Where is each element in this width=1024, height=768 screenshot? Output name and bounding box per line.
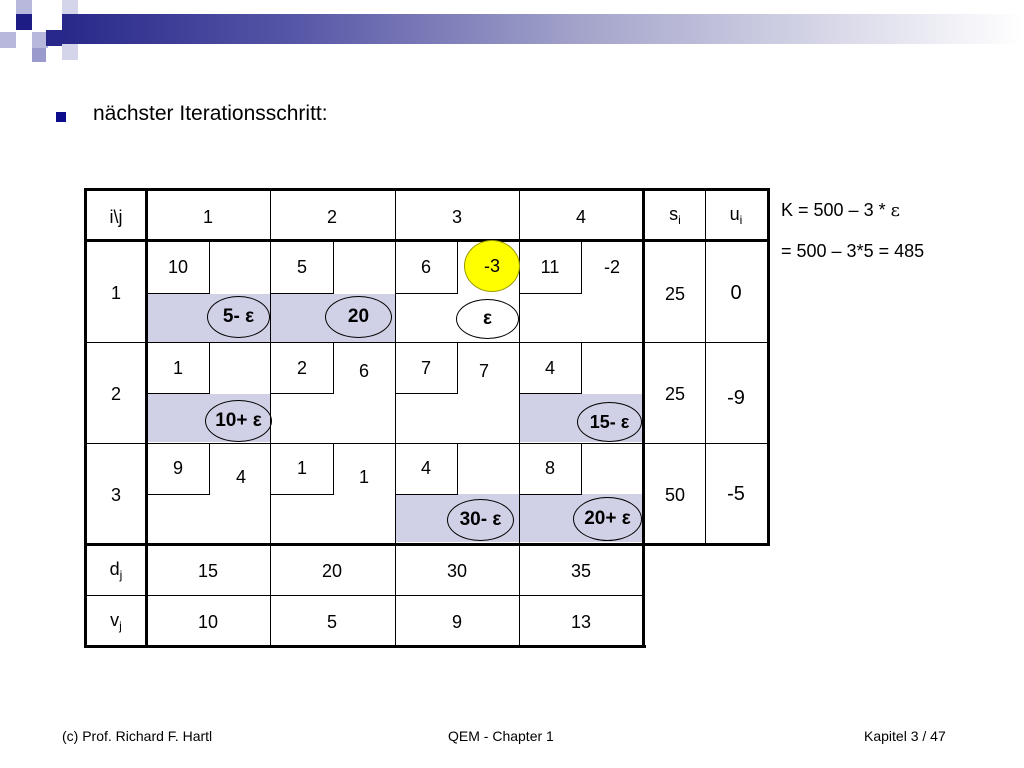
cost-box-line [209, 241, 210, 293]
allocation-r2-c4-text: 15- ε [589, 411, 630, 432]
cost-box-line [209, 343, 210, 393]
cost-box-line [457, 241, 458, 293]
cost-box-line [146, 393, 210, 394]
table-border [84, 188, 770, 191]
cost-r1-c4: 11 [540, 257, 560, 277]
table-line [86, 595, 644, 596]
cost-calculation: = 500 – 3*5 = 485 [781, 241, 925, 261]
v-c4: 13 [570, 612, 592, 632]
cost-box-line [333, 343, 334, 393]
row-label-1: 1 [110, 283, 122, 303]
cost-formula-text: K = 500 – 3 * [781, 200, 891, 220]
header-col-3: 3 [451, 207, 463, 227]
header-u-sub: i [739, 213, 743, 227]
demand-label-text: d [109, 559, 120, 579]
allocation-r1-c3-text: ε [482, 308, 493, 329]
epsilon-symbol: ε [890, 200, 900, 221]
header-col-1: 1 [202, 207, 214, 227]
row-label-3: 3 [110, 485, 122, 505]
reduced-r3-c1: 4 [235, 467, 247, 487]
cost-r1-c1: 10 [167, 257, 189, 277]
v-label-sub: j [119, 619, 122, 633]
cost-box-line [270, 494, 334, 495]
cost-box-line [270, 393, 334, 394]
footer-author: (c) Prof. Richard F. Hartl [62, 728, 213, 744]
u-r3: -5 [727, 483, 745, 505]
cost-box-line [457, 343, 458, 393]
footer-chapter: QEM - Chapter 1 [448, 728, 554, 744]
cost-box-line [519, 293, 582, 294]
footer-page-number: Kapitel 3 / 47 [864, 728, 946, 744]
allocation-r2-c4 [577, 402, 642, 442]
allocation-r3-c4-text: 20+ ε [584, 508, 631, 529]
table-line [395, 190, 396, 646]
allocation-r3-c4 [573, 497, 642, 541]
allocation-r3-c3 [447, 499, 514, 541]
cost-box-line [395, 293, 458, 294]
cost-box-line [146, 494, 210, 495]
cost-box-line [333, 444, 334, 494]
v-label [110, 609, 122, 637]
allocation-r2-c1 [205, 400, 272, 442]
demand-c4: 35 [570, 561, 592, 581]
header-supply [669, 203, 681, 231]
u-r1: 0 [730, 282, 742, 304]
cost-box-line [457, 444, 458, 494]
supply-r1: 25 [664, 284, 686, 304]
cost-box-line [146, 293, 210, 294]
allocation-r2-c1-text: 10+ ε [215, 410, 262, 431]
reduced-r1-c4: -2 [603, 257, 621, 277]
u-r2: -9 [727, 387, 745, 409]
header-col-4: 4 [575, 207, 587, 227]
cost-box-line [333, 241, 334, 293]
entering-variable-highlight [464, 240, 520, 292]
cost-r1-c2: 5 [296, 257, 308, 277]
cost-r2-c2: 2 [296, 358, 308, 378]
cost-box-line [581, 343, 582, 393]
reduced-r2-c3: 7 [478, 361, 490, 381]
reduced-r2-c2: 6 [358, 361, 370, 381]
reduced-r1-c3: -3 [483, 255, 500, 276]
header-u [730, 203, 743, 231]
table-border [145, 188, 148, 648]
table-line [86, 443, 768, 444]
demand-c3: 30 [446, 561, 468, 581]
allocation-r1-c3 [456, 299, 519, 339]
cost-r3-c2: 1 [296, 458, 308, 478]
table-line [519, 190, 520, 646]
cost-r3-c1: 9 [172, 458, 184, 478]
bullet-text: nächster Iterationsschritt: [93, 102, 328, 125]
header-u-label: u [729, 204, 740, 224]
table-border [767, 188, 770, 546]
cost-r3-c4: 8 [544, 458, 556, 478]
allocation-r1-c2 [325, 296, 392, 338]
demand-c2: 20 [321, 561, 343, 581]
v-c3: 9 [451, 612, 463, 632]
v-c1: 10 [197, 612, 219, 632]
reduced-r3-c2: 1 [358, 467, 370, 487]
supply-r3: 50 [664, 485, 686, 505]
table-border [642, 188, 645, 648]
table-line [86, 342, 768, 343]
cost-box-line [519, 393, 582, 394]
cost-box-line [395, 494, 458, 495]
v-label-text: v [110, 610, 120, 630]
cost-r2-c4: 4 [544, 358, 556, 378]
table-border [84, 543, 770, 546]
cost-box-line [581, 241, 582, 293]
cost-box-line [395, 393, 458, 394]
table-line [705, 190, 706, 545]
demand-label [110, 558, 123, 586]
row-label-2: 2 [110, 384, 122, 404]
header-supply-sub: i [678, 213, 681, 227]
header-supply-label: s [669, 204, 679, 224]
cost-box-line [519, 494, 582, 495]
table-border [84, 188, 87, 648]
cost-r2-c1: 1 [172, 358, 184, 378]
demand-c1: 15 [197, 561, 219, 581]
allocation-r1-c1 [207, 296, 270, 338]
allocation-r1-c2-text: 20 [347, 306, 370, 327]
cost-r3-c3: 4 [420, 458, 432, 478]
cost-box-line [581, 444, 582, 494]
table-border [84, 645, 646, 648]
cost-formula [781, 200, 900, 221]
cost-r2-c3: 7 [420, 358, 432, 378]
supply-r2: 25 [664, 384, 686, 404]
cost-r1-c3: 6 [420, 257, 432, 277]
v-c2: 5 [326, 612, 338, 632]
cost-box-line [270, 293, 334, 294]
header-corner: i\j [109, 207, 123, 227]
cost-box-line [209, 444, 210, 494]
header-col-2: 2 [326, 207, 338, 227]
table-border [84, 239, 770, 242]
allocation-r1-c1-text: 5- ε [222, 306, 255, 327]
demand-label-sub: j [119, 568, 123, 582]
allocation-r3-c3-text: 30- ε [459, 509, 502, 530]
